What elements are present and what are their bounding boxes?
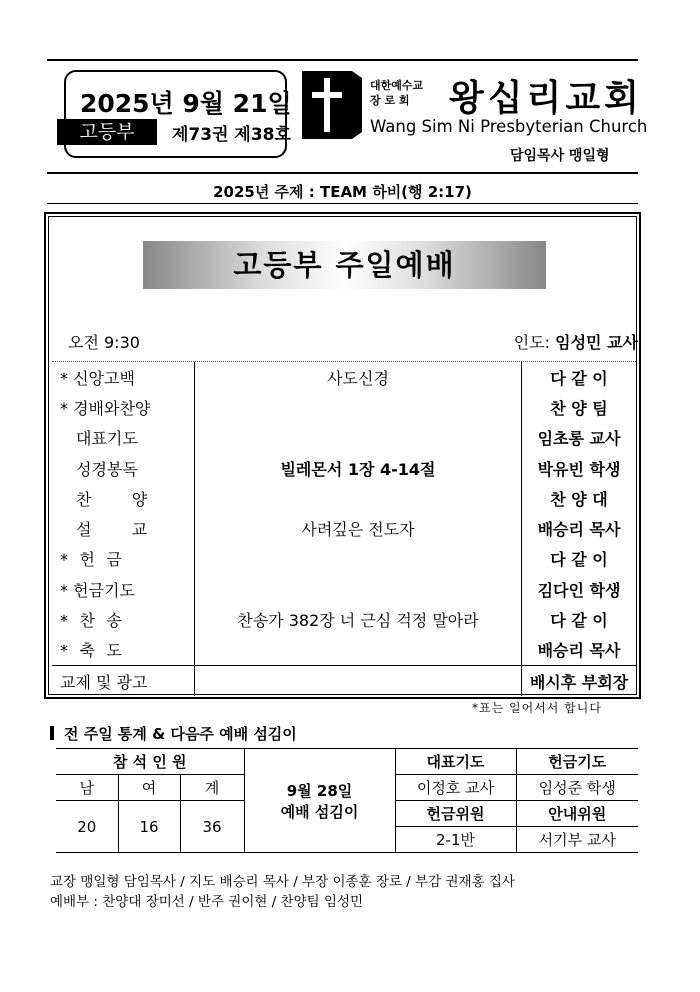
denomination-line2: 장 로 회 bbox=[370, 94, 410, 107]
table-row bbox=[52, 453, 636, 483]
church-logo-icon bbox=[301, 70, 363, 140]
footer-line1: 교장 맹일형 담임목사 / 지도 배승리 목사 / 부장 이종훈 장로 / 부감 권재홍 집사 bbox=[50, 874, 515, 890]
offering-prayer-label: 헌금기도 bbox=[516, 749, 638, 775]
order-part: 교제 및 광고 bbox=[52, 665, 195, 696]
worship-order-table bbox=[52, 362, 636, 696]
next-label: 예배 섬김이 bbox=[280, 802, 359, 821]
section-marker bbox=[50, 726, 54, 740]
order-part: 대표기도 bbox=[76, 429, 138, 449]
rep-prayer-label: 대표기도 bbox=[395, 749, 516, 775]
church-name-english: Wang Sim Ni Presbyterian Church bbox=[370, 117, 648, 136]
department-badge: 고등부 bbox=[57, 119, 157, 145]
order-content: 사려깊은 전도자 bbox=[195, 513, 522, 543]
volume-number: 제73권 제38호 bbox=[172, 125, 291, 145]
offering-prayer-name: 임성준 학생 bbox=[516, 775, 638, 801]
order-content bbox=[195, 392, 522, 422]
order-part: * 헌 금 bbox=[60, 550, 122, 570]
order-person: 배승리 목사 bbox=[537, 520, 621, 540]
order-person: 다 같 이 bbox=[550, 368, 608, 388]
bulletin-date: 2025년 9월 21일 bbox=[80, 89, 292, 118]
footer-line2: 예배부 : 찬양대 장미선 / 반주 권이현 / 찬양팀 임성민 bbox=[50, 894, 364, 910]
order-part: 성경봉독 bbox=[76, 459, 138, 479]
table-row bbox=[52, 544, 636, 574]
order-person: 찬 양 팀 bbox=[550, 398, 608, 418]
order-content bbox=[195, 483, 522, 513]
order-content bbox=[195, 635, 522, 666]
leader-label: 인도: bbox=[513, 333, 551, 352]
order-content: 빌레몬서 1장 4-14절 bbox=[195, 453, 522, 483]
order-part: * 축 도 bbox=[60, 641, 122, 661]
service-title: 고등부 주일예배 bbox=[143, 241, 546, 289]
order-content bbox=[195, 423, 522, 453]
male-header: 남 bbox=[56, 775, 118, 801]
order-content bbox=[195, 574, 522, 604]
table-row bbox=[52, 483, 636, 513]
offering-committee-name: 2-1반 bbox=[395, 827, 516, 853]
table-row bbox=[52, 665, 636, 696]
next-date: 9월 28일 bbox=[286, 781, 353, 800]
service-leader bbox=[514, 330, 638, 353]
order-content: 사도신경 bbox=[195, 362, 522, 392]
order-part: * 헌금기도 bbox=[60, 580, 135, 600]
top-rule bbox=[47, 59, 638, 61]
order-part: * 신앙고백 bbox=[60, 368, 135, 388]
order-part: 찬 양 bbox=[76, 489, 148, 509]
order-person: 다 같 이 bbox=[550, 550, 608, 570]
order-part: * 경배와찬양 bbox=[60, 398, 151, 418]
female-header: 여 bbox=[118, 775, 180, 801]
order-part: 설 교 bbox=[76, 520, 148, 540]
table-row bbox=[52, 513, 636, 543]
standing-note: *표는 일어서서 합니다 bbox=[472, 701, 602, 715]
stats-table bbox=[56, 748, 638, 853]
church-name: 왕십리교회 bbox=[449, 77, 643, 119]
total-count: 36 bbox=[180, 801, 244, 853]
denomination bbox=[370, 78, 450, 108]
leader-name: 임성민 교사 bbox=[555, 333, 638, 352]
order-person: 임초롱 교사 bbox=[537, 429, 621, 449]
staff-footer bbox=[50, 872, 515, 912]
order-content bbox=[195, 665, 522, 696]
table-row bbox=[52, 423, 636, 453]
theme-bottom-rule bbox=[47, 203, 638, 204]
order-person: 배시후 부회장 bbox=[522, 665, 637, 696]
order-part: * 찬 송 bbox=[60, 611, 122, 631]
order-person: 찬 양 대 bbox=[550, 489, 608, 509]
usher-name: 서기부 교사 bbox=[516, 827, 638, 853]
table-row bbox=[52, 574, 636, 604]
table-row bbox=[52, 362, 636, 392]
header-bottom-rule bbox=[47, 172, 638, 174]
senior-pastor: 담임목사 맹일형 bbox=[510, 148, 610, 164]
section-title: 전 주일 통계 & 다음주 예배 섬김이 bbox=[64, 725, 297, 743]
table-row bbox=[56, 749, 638, 775]
usher-label: 안내위원 bbox=[516, 801, 638, 827]
male-count: 20 bbox=[56, 801, 118, 853]
order-person: 박유빈 학생 bbox=[537, 459, 621, 479]
order-content bbox=[195, 544, 522, 574]
order-person: 배승리 목사 bbox=[537, 641, 621, 661]
denomination-line1: 대한예수교 bbox=[370, 79, 424, 92]
yearly-theme: 2025년 주제 : TEAM 하비(행 2:17) bbox=[213, 183, 472, 201]
table-row bbox=[52, 604, 636, 634]
order-person: 다 같 이 bbox=[550, 611, 608, 631]
order-content: 찬송가 382장 너 근심 걱정 말아라 bbox=[195, 604, 522, 634]
rep-prayer-name: 이정호 교사 bbox=[395, 775, 516, 801]
attendance-header: 참 석 인 원 bbox=[56, 749, 244, 775]
table-row bbox=[52, 392, 636, 422]
table-row bbox=[52, 635, 636, 666]
order-person: 김다인 학생 bbox=[537, 580, 621, 600]
section-heading bbox=[50, 723, 297, 744]
next-week-cell bbox=[244, 749, 395, 853]
service-time: 오전 9:30 bbox=[68, 333, 140, 352]
offering-committee-label: 헌금위원 bbox=[395, 801, 516, 827]
female-count: 16 bbox=[118, 801, 180, 853]
total-header: 계 bbox=[180, 775, 244, 801]
